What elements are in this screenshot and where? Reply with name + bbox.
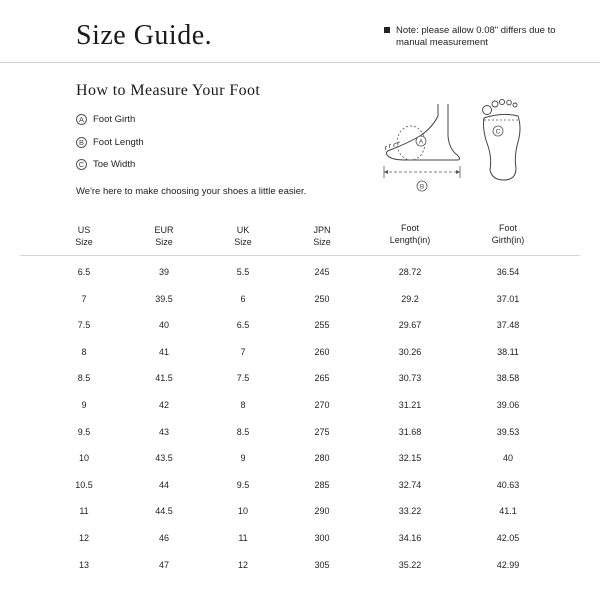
table-cell: 6 bbox=[240, 293, 246, 304]
table-cell: 8 bbox=[240, 400, 246, 410]
table-row bbox=[0, 293, 600, 307]
table-cell: 43.5 bbox=[155, 453, 173, 464]
page-title: Size Guide. bbox=[76, 20, 213, 51]
table-row bbox=[0, 372, 600, 386]
diagram-label-a: A bbox=[418, 138, 424, 146]
table-cell: 285 bbox=[314, 479, 330, 490]
header-line: Length(in) bbox=[389, 235, 431, 245]
table-header-divider bbox=[20, 255, 580, 256]
table-cell: 9.5 bbox=[77, 426, 91, 437]
header-line: Girth(in) bbox=[491, 235, 525, 245]
table-cell: 7.5 bbox=[236, 373, 250, 384]
table-cell: 40.63 bbox=[496, 479, 520, 490]
header-line: EUR bbox=[154, 225, 174, 235]
header-jpn-size bbox=[277, 224, 367, 248]
table-cell: 10 bbox=[78, 453, 89, 464]
header-line: JPN bbox=[313, 225, 331, 235]
header-line: US bbox=[77, 225, 91, 235]
table-cell: 5.5 bbox=[236, 267, 250, 277]
table-cell: 39.53 bbox=[496, 426, 520, 437]
table-cell: 29.67 bbox=[398, 320, 422, 331]
table-row bbox=[0, 319, 600, 333]
table-cell: 280 bbox=[314, 453, 330, 464]
table-row bbox=[0, 346, 600, 360]
table-cell: 47 bbox=[158, 559, 169, 570]
table-cell: 8.5 bbox=[236, 426, 250, 437]
legend-label: Foot Length bbox=[93, 137, 144, 148]
header-uk-size bbox=[198, 224, 288, 248]
table-cell: 35.22 bbox=[398, 559, 422, 570]
table-cell: 41.5 bbox=[155, 373, 173, 384]
section-title: How to Measure Your Foot bbox=[76, 82, 261, 99]
table-cell: 42.05 bbox=[496, 533, 520, 543]
table-cell: 245 bbox=[314, 267, 330, 277]
table-cell: 44.5 bbox=[155, 506, 173, 517]
table-cell: 41.1 bbox=[499, 506, 517, 517]
legend-letter-b: B bbox=[76, 137, 87, 148]
table-cell: 46 bbox=[158, 533, 169, 543]
table-cell: 270 bbox=[314, 400, 330, 410]
table-cell: 12 bbox=[237, 559, 248, 570]
table-cell: 11 bbox=[238, 533, 248, 543]
table-cell: 10.5 bbox=[75, 479, 93, 490]
header-line: UK bbox=[236, 225, 250, 235]
table-cell: 30.73 bbox=[398, 373, 422, 384]
table-cell: 38.11 bbox=[497, 346, 519, 357]
legend-label: Toe Width bbox=[93, 159, 136, 170]
table-cell: 29.2 bbox=[401, 293, 419, 304]
table-row bbox=[0, 452, 600, 466]
table-row bbox=[0, 559, 600, 573]
legend-letter-a: A bbox=[76, 114, 87, 125]
table-cell: 34.16 bbox=[398, 533, 422, 543]
table-cell: 44 bbox=[158, 479, 169, 490]
table-row bbox=[0, 479, 600, 493]
note-text: Note: please allow 0.08" differs due to manual measurement bbox=[396, 25, 556, 48]
table-cell: 36.54 bbox=[496, 267, 520, 277]
header-line: Size bbox=[313, 237, 331, 247]
table-cell: 12 bbox=[78, 533, 89, 543]
size-table-header bbox=[0, 220, 600, 254]
table-cell: 9 bbox=[240, 453, 246, 464]
header-line: Size bbox=[234, 237, 252, 247]
table-cell: 31.21 bbox=[398, 400, 422, 410]
table-cell: 7 bbox=[240, 346, 246, 357]
table-row bbox=[0, 532, 600, 546]
table-cell: 290 bbox=[314, 506, 330, 517]
table-cell: 37.01 bbox=[496, 293, 520, 304]
table-cell: 39 bbox=[158, 267, 169, 277]
table-cell: 42.99 bbox=[496, 559, 520, 570]
table-cell: 39.5 bbox=[155, 293, 173, 304]
table-cell: 305 bbox=[314, 559, 330, 570]
table-cell: 6.5 bbox=[77, 267, 91, 277]
table-cell: 37.48 bbox=[496, 320, 520, 331]
header-divider bbox=[0, 62, 600, 63]
table-row bbox=[0, 399, 600, 413]
foot-sole-view-icon bbox=[476, 98, 536, 184]
table-cell: 30.26 bbox=[398, 346, 422, 357]
table-cell: 255 bbox=[314, 320, 330, 331]
legend-label: Foot Girth bbox=[93, 114, 136, 125]
table-cell: 38.58 bbox=[496, 373, 520, 384]
table-cell: 8 bbox=[81, 346, 87, 357]
legend-item-foot-girth bbox=[76, 114, 135, 125]
header-line: Size bbox=[155, 237, 173, 247]
header-foot-length bbox=[365, 222, 455, 246]
measurement-note bbox=[384, 25, 584, 49]
table-cell: 250 bbox=[314, 293, 330, 304]
table-cell: 32.15 bbox=[398, 453, 422, 464]
header-us-size bbox=[39, 224, 129, 248]
table-cell: 10 bbox=[237, 506, 248, 517]
legend-letter-c: C bbox=[76, 159, 87, 170]
table-cell: 8.5 bbox=[77, 373, 91, 384]
table-cell: 7.5 bbox=[77, 320, 91, 331]
table-cell: 28.72 bbox=[398, 267, 422, 277]
table-row bbox=[0, 426, 600, 440]
table-cell: 42 bbox=[158, 400, 169, 410]
table-row bbox=[0, 266, 600, 280]
table-cell: 40 bbox=[158, 320, 169, 331]
table-cell: 13 bbox=[78, 559, 89, 570]
header-line: Size bbox=[75, 237, 93, 247]
table-cell: 9 bbox=[81, 400, 87, 410]
table-cell: 43 bbox=[158, 426, 169, 437]
header-line: Foot bbox=[400, 223, 419, 233]
legend-item-toe-width bbox=[76, 159, 135, 170]
table-cell: 9.5 bbox=[236, 479, 250, 490]
header-eur-size bbox=[119, 224, 209, 248]
header-foot-girth bbox=[463, 222, 553, 246]
table-cell: 7 bbox=[81, 293, 87, 304]
table-cell: 41 bbox=[158, 346, 169, 357]
table-cell: 40 bbox=[502, 453, 513, 464]
diagram-label-b: B bbox=[419, 183, 425, 191]
note-bullet-icon bbox=[384, 27, 390, 33]
legend-item-foot-length bbox=[76, 137, 144, 148]
diagram-label-c: C bbox=[495, 128, 501, 136]
table-cell: 265 bbox=[314, 373, 330, 384]
table-cell: 32.74 bbox=[398, 479, 422, 490]
table-cell: 260 bbox=[314, 346, 330, 357]
table-cell: 33.22 bbox=[398, 506, 422, 517]
intro-text: We're here to make choosing your shoes a little easier. bbox=[76, 186, 307, 197]
table-cell: 31.68 bbox=[398, 426, 422, 437]
table-cell: 39.06 bbox=[496, 400, 520, 410]
table-cell: 300 bbox=[314, 533, 330, 543]
table-row bbox=[0, 505, 600, 519]
header-line: Foot bbox=[498, 223, 517, 233]
foot-side-view-icon bbox=[376, 98, 468, 198]
table-cell: 6.5 bbox=[236, 320, 250, 331]
table-cell: 11 bbox=[79, 506, 89, 517]
table-cell: 275 bbox=[314, 426, 330, 437]
